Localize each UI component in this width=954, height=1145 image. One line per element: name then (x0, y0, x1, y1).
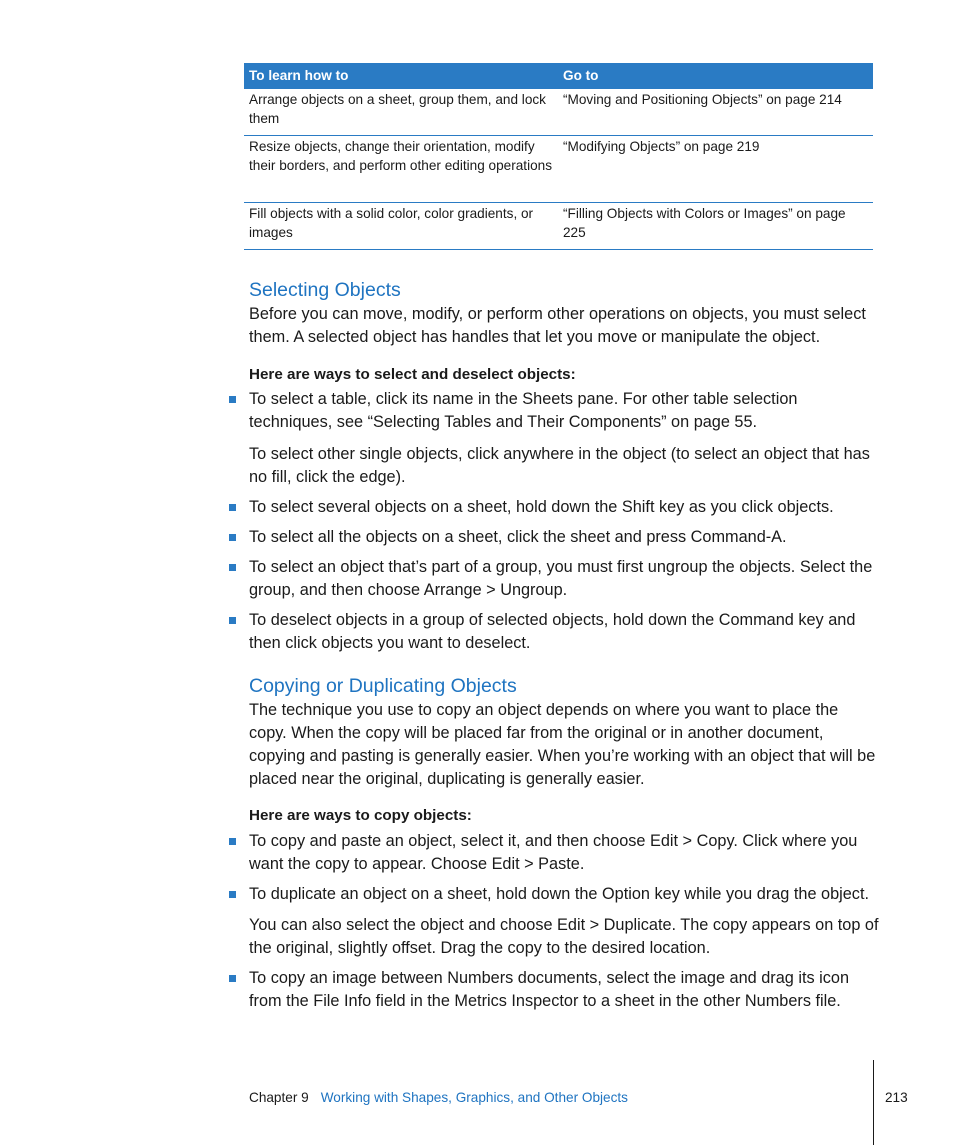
page-number: 213 (885, 1090, 908, 1105)
reference-table (244, 63, 873, 250)
table-cell-link[interactable]: “Filling Objects with Colors or Images” on page 225 (558, 203, 873, 250)
bullet-icon (229, 396, 236, 403)
list-item: To select several objects on a sheet, hold down the Shift key as you click objects. (249, 498, 834, 516)
list-item-continuation: To select other single objects, click anywhere in the object (to select an object that has no fill, click the edge). (249, 445, 870, 486)
section-heading-copying: Copying or Duplicating Objects (249, 675, 517, 697)
table-cell-task: Arrange objects on a sheet, group them, and lock them (244, 89, 558, 136)
footer-chapter: Chapter 9 (249, 1090, 309, 1105)
list-item: To deselect objects in a group of selected objects, hold down the Command key and then click objects you want to deselect. (249, 611, 856, 652)
bullet-icon (229, 534, 236, 541)
list-item-continuation: You can also select the object and choose Edit > Duplicate. The copy appears on top of the original, slightly offset. Drag the copy to the desired location. (249, 916, 879, 957)
page-footer (249, 1089, 628, 1107)
bullet-icon (229, 975, 236, 982)
list-item: To duplicate an object on a sheet, hold down the Option key while you drag the object. (249, 885, 869, 903)
list-item: To copy and paste an object, select it, and then choose Edit > Copy. Click where you want the copy to appear. Choose Edit > Paste. (249, 832, 858, 873)
table-header-goto: Go to (558, 63, 873, 89)
table-row (244, 136, 873, 203)
table-row (244, 89, 873, 136)
table-header-row (244, 63, 873, 89)
bullet-icon (229, 891, 236, 898)
list-item: To select a table, click its name in the Sheets pane. For other table selection techniques, see “Selecting Tables and Their Components” on page 55. (249, 390, 798, 431)
table-cell-task: Resize objects, change their orientation, modify their borders, and perform other editing operations (244, 136, 558, 203)
table-cell-link[interactable]: “Moving and Positioning Objects” on page 214 (558, 89, 873, 136)
bullet-icon (229, 617, 236, 624)
table-cell-task: Fill objects with a solid color, color gradients, or images (244, 203, 558, 250)
footer-divider (873, 1060, 874, 1145)
table-row (244, 203, 873, 250)
table-cell-link[interactable]: “Modifying Objects” on page 219 (558, 136, 873, 203)
list-item: To select an object that’s part of a group, you must first ungroup the objects. Select the group, and then choose Arrange > Ungroup. (249, 558, 873, 599)
selecting-intro: Before you can move, modify, or perform other operations on objects, you must select them. A selected object has handles that let you move or manipulate the object. (249, 305, 866, 346)
selecting-lead: Here are ways to select and deselect objects: (249, 366, 576, 383)
section-heading-selecting: Selecting Objects (249, 279, 401, 301)
bullet-icon (229, 564, 236, 571)
list-item: To select all the objects on a sheet, click the sheet and press Command-A. (249, 528, 787, 546)
bullet-icon (229, 504, 236, 511)
bullet-icon (229, 838, 236, 845)
copying-lead: Here are ways to copy objects: (249, 807, 472, 824)
list-item: To copy an image between Numbers documents, select the image and drag its icon from the File Info field in the Metrics Inspector to a sheet in the other Numbers file. (249, 969, 850, 1010)
copying-intro: The technique you use to copy an object depends on where you want to place the copy. When the copy will be placed far from the original or in another document, copying and pasting is generally easier. When you’re working with an object that will be placed near the original, duplicating is generally easier. (249, 701, 876, 788)
footer-chapter-title[interactable]: Working with Shapes, Graphics, and Other Objects (320, 1090, 628, 1105)
table-header-learn: To learn how to (244, 63, 558, 89)
